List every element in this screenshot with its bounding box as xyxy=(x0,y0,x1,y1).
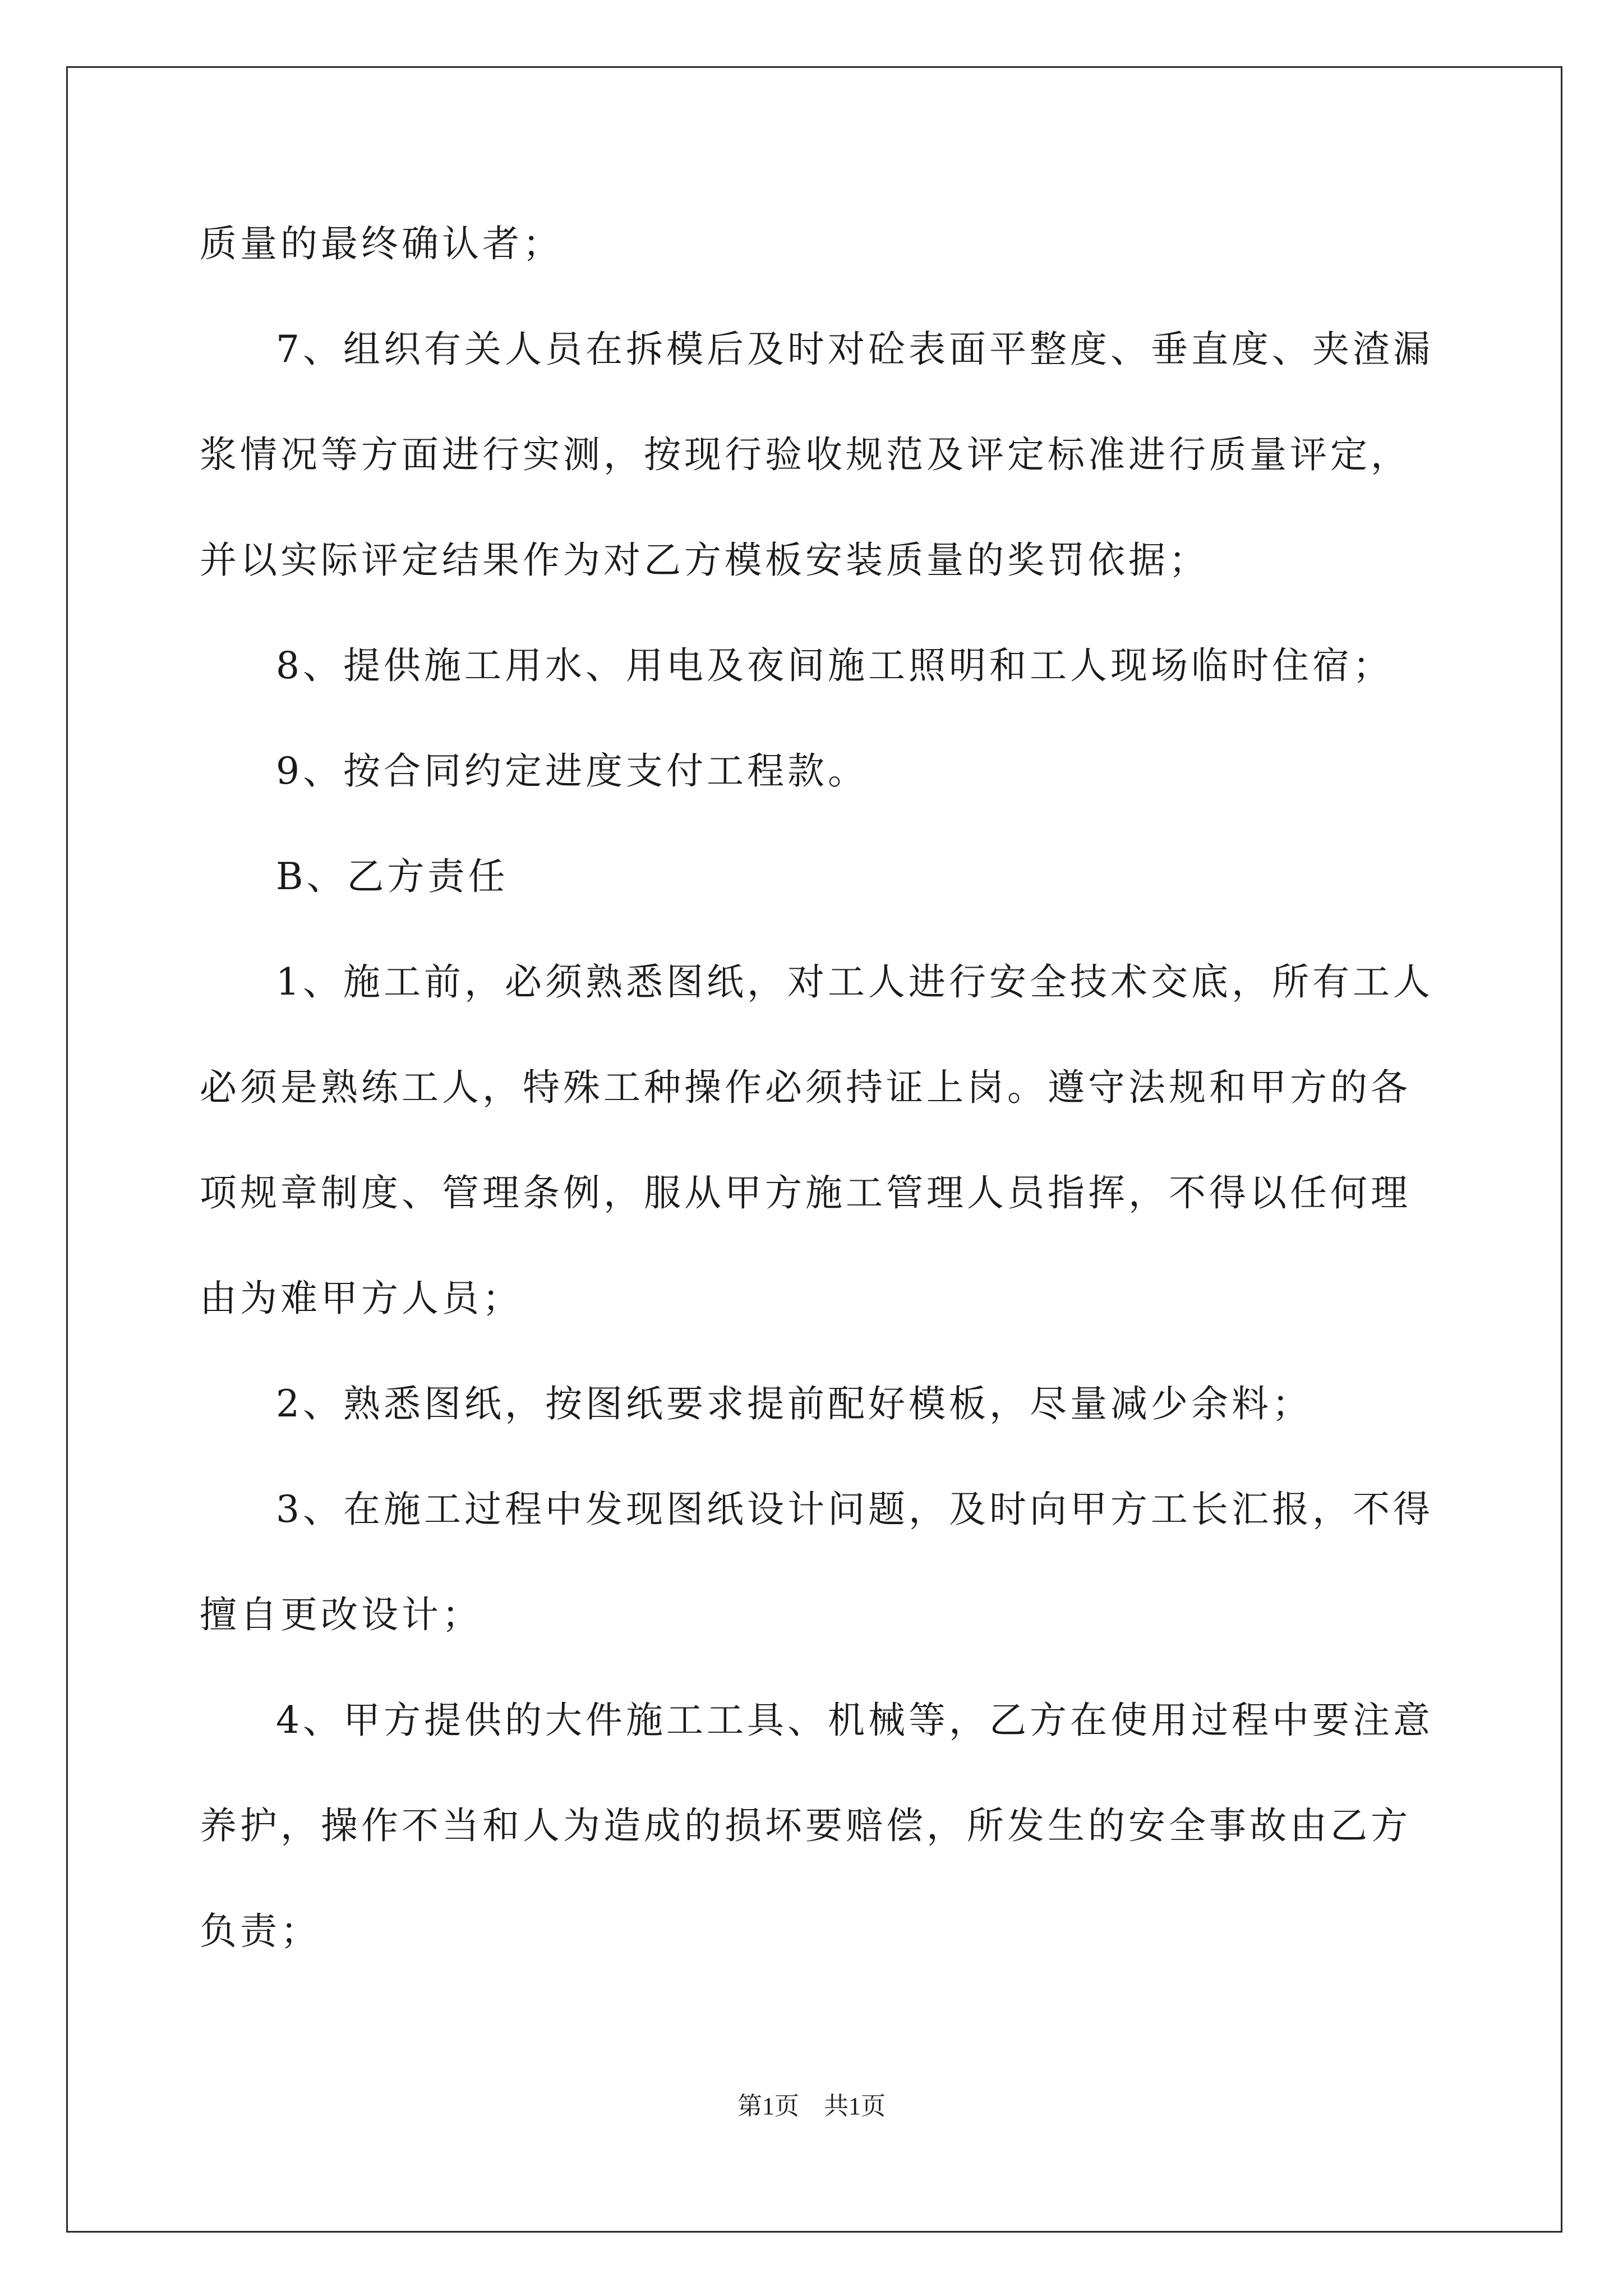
text-line: 4、甲方提供的大件施工工具、机械等，乙方在使用过程中要注意 xyxy=(276,1699,1433,1742)
text-line: 浆情况等方面进行实测，按现行验收规范及评定标准进行质量评定， xyxy=(200,433,1411,476)
text-line: 2、熟悉图纸，按图纸要求提前配好模板，尽量减少余料； xyxy=(276,1382,1312,1425)
text-line: 必须是熟练工人，特殊工种操作必须持证上岗。遵守法规和甲方的各 xyxy=(200,1066,1411,1109)
text-line: 8、提供施工用水、用电及夜间施工照明和工人现场临时住宿； xyxy=(276,644,1393,687)
text-line: 并以实际评定结果作为对乙方模板安装质量的奖罚依据； xyxy=(200,539,1209,582)
text-line: 由为难甲方人员； xyxy=(200,1277,523,1320)
text-line: 1、施工前，必须熟悉图纸，对工人进行安全技术交底，所有工人 xyxy=(276,960,1433,1004)
section-heading: B、乙方责任 xyxy=(276,855,509,898)
text-line: 擅自更改设计； xyxy=(200,1593,482,1636)
text-line: 项规章制度、管理条例，服从甲方施工管理人员指挥，不得以任何理 xyxy=(200,1171,1411,1214)
text-line: 7、组织有关人员在拆模后及时对砼表面平整度、垂直度、夹渣漏 xyxy=(276,328,1433,371)
page-number: 第1页 共1页 xyxy=(737,2092,886,2120)
text-line: 3、在施工过程中发现图纸设计问题，及时向甲方工长汇报，不得 xyxy=(276,1488,1433,1531)
text-line: 养护，操作不当和人为造成的损坏要赔偿，所发生的安全事故由乙方 xyxy=(200,1804,1411,1847)
text-line: 负责； xyxy=(200,1910,321,1953)
text-line: 9、按合同约定进度支付工程款。 xyxy=(276,749,868,793)
text-line: 质量的最终确认者； xyxy=(200,222,563,265)
